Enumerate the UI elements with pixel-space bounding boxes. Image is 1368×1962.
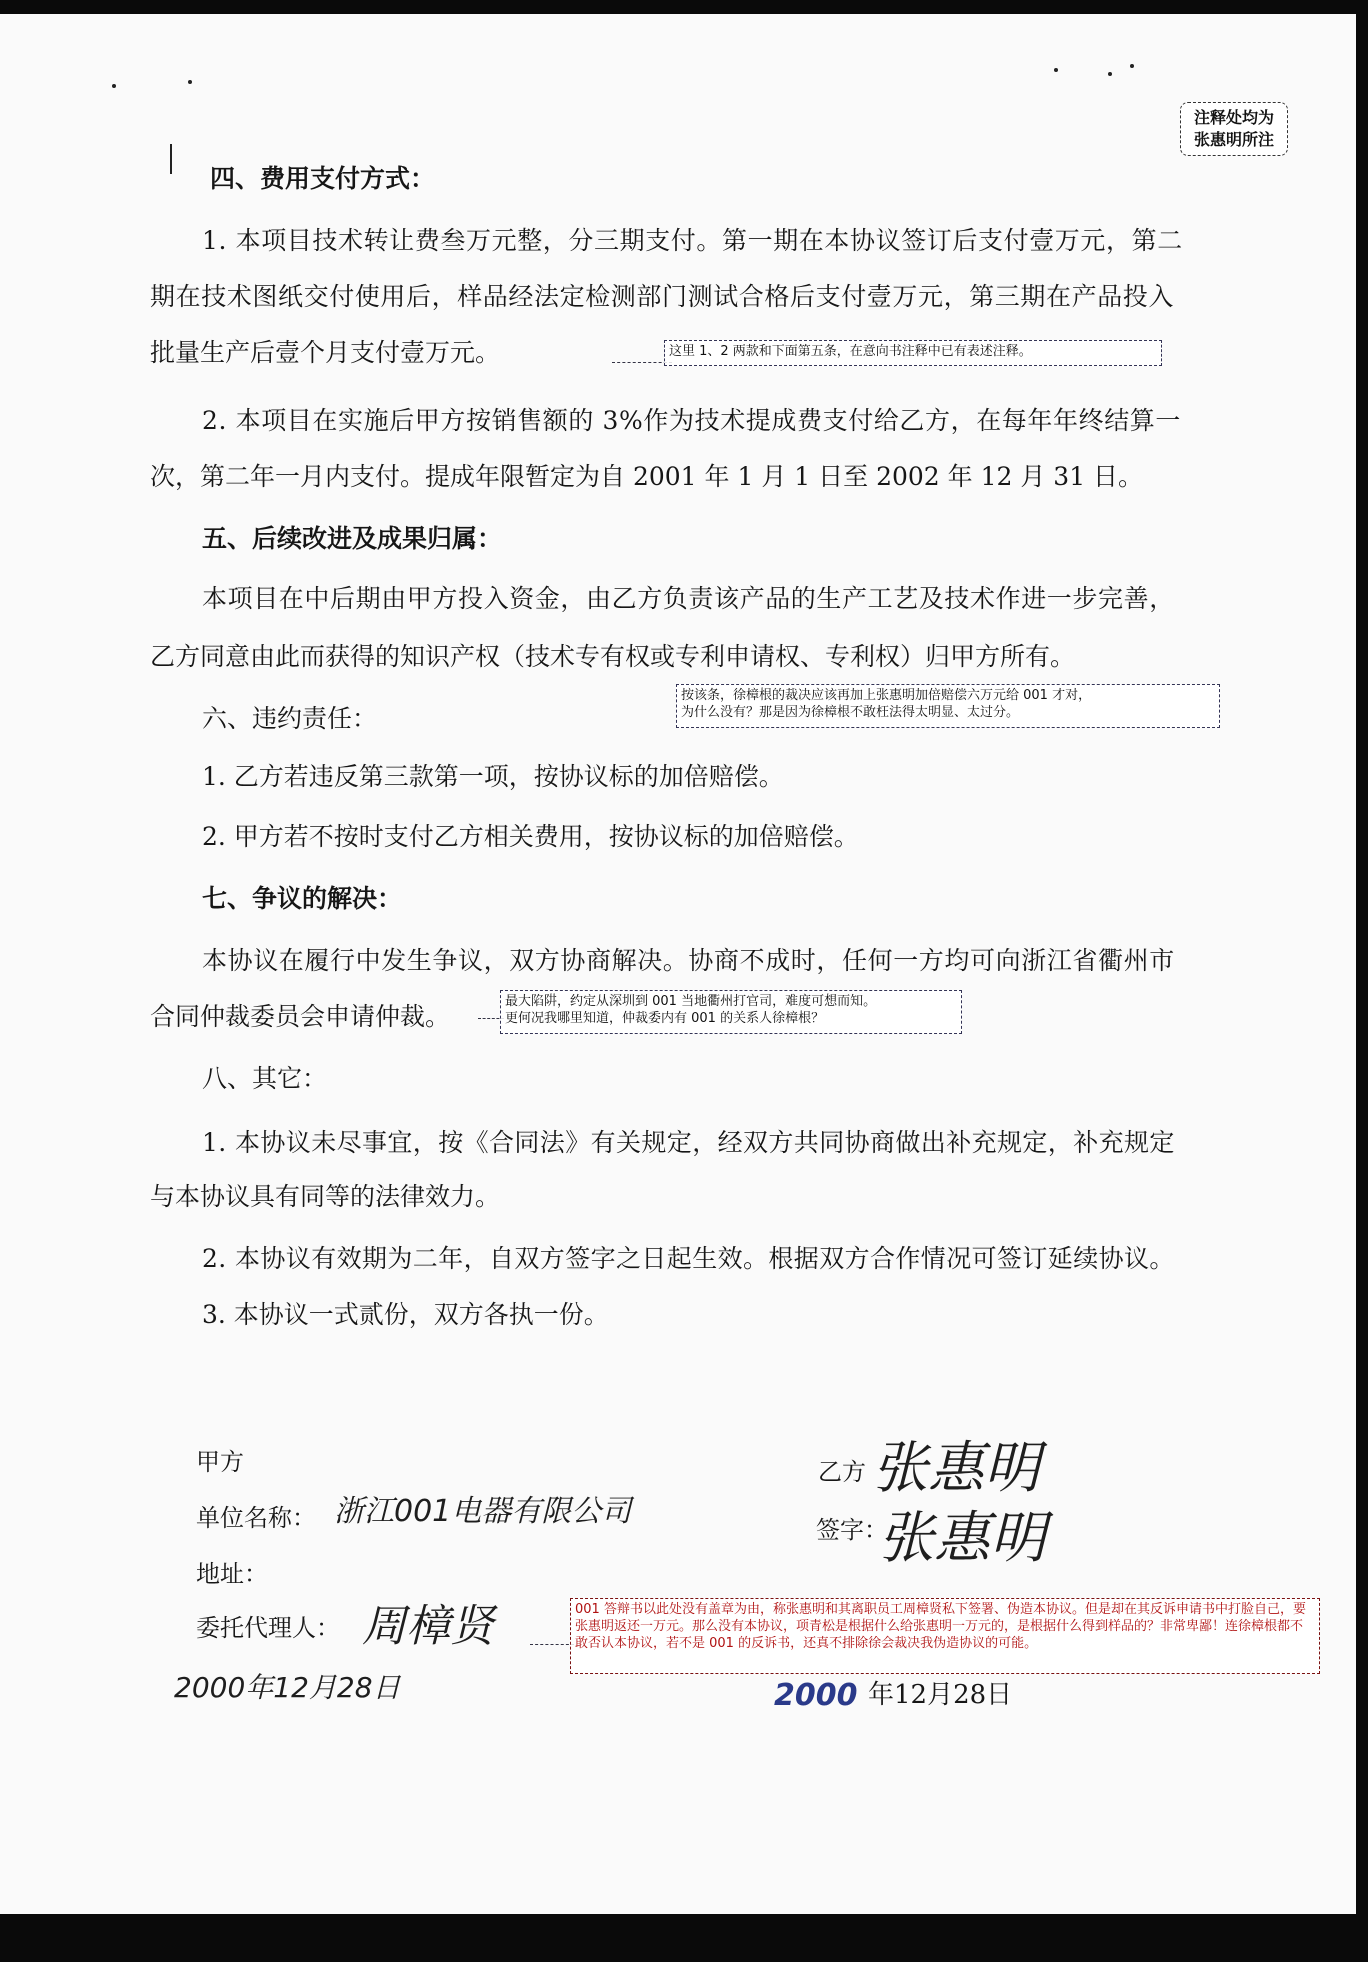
party-b-signature: 张惠明 <box>872 1436 1040 1501</box>
address-label: 地址： <box>196 1560 268 1588</box>
sign-label: 签字： <box>816 1516 888 1544</box>
annotation-note-header-line: 注释处均为 <box>1193 108 1274 127</box>
scan-speck <box>1108 72 1112 76</box>
unit-name-handwritten: 浙江001电器有限公司 <box>334 1494 632 1529</box>
scan-border-right <box>1356 0 1368 1962</box>
annotation-note: 这里 1、2 两款和下面第五条，在意向书注释中已有表述注释。 <box>664 340 1162 366</box>
annotation-note-line: 更何况我哪里知道，仲裁委内有 001 的关系人徐樟根？ <box>505 1011 825 1026</box>
paragraph-line: 本项目在中后期由甲方投入资金，由乙方负责该产品的生产工艺及技术作进一步完善， <box>202 584 1175 613</box>
annotation-leader <box>530 1644 574 1645</box>
annotation-note <box>500 990 962 1034</box>
section-heading: 七、争议的解决： <box>202 884 403 913</box>
section-heading: 六、违约责任： <box>202 704 378 733</box>
paragraph-line: 3. 本协议一式贰份，双方各执一份。 <box>202 1300 609 1329</box>
paragraph-line: 乙方同意由此而获得的知识产权（技术专有权或专利申请权、专利权）归甲方所有。 <box>150 642 1076 671</box>
annotation-note-line: 最大陷阱，约定从深圳到 001 当地衢州打官司，难度可想而知。 <box>505 994 877 1009</box>
list-item: 2. 甲方若不按时支付乙方相关费用，按协议标的加倍赔偿。 <box>202 822 859 851</box>
scan-border-bottom <box>0 1914 1368 1962</box>
agent-label: 委托代理人： <box>196 1614 340 1642</box>
document-page <box>0 14 1356 1914</box>
paragraph-line: 1. 本协议未尽事宜，按《合同法》有关规定，经双方共同协商做出补充规定，补充规定 <box>202 1128 1175 1157</box>
date-left-handwritten: 2000年12月28日 <box>174 1671 401 1704</box>
section-heading: 五、后续改进及成果归属： <box>202 524 503 553</box>
annotation-note-line: 按该条，徐樟根的裁决应该再加上张惠明加倍赔偿六万元给 001 才对， <box>681 688 1092 703</box>
party-b-label: 乙方 <box>818 1458 866 1486</box>
scan-speck <box>188 80 192 84</box>
annotation-note-red: 001 答辩书以此处没有盖章为由，称张惠明和其离职员工周樟贤私下签署、伪造本协议。但是却在其反诉申请书中打脸自己，要张惠明返还一万元。那么没有本协议，项青松是根据什么给张惠明一万元的，是根据什么得到样品的？非常卑鄙！连徐樟根都不敢否认本协议，若不是 001 的反诉书，还真不排除徐会裁决我伪造协议的可能。 <box>570 1598 1320 1674</box>
paragraph-line: 合同仲裁委员会申请仲裁。 <box>150 1002 451 1031</box>
scan-speck <box>1054 68 1058 72</box>
section-heading: 八、其它： <box>202 1064 328 1093</box>
text-cursor <box>170 144 172 174</box>
paragraph-line: 期在技术图纸交付使用后，样品经法定检测部门测试合格后支付壹万元，第三期在产品投入 <box>150 282 1175 311</box>
annotation-note-header-line: 张惠明所注 <box>1193 130 1274 149</box>
date-right: 年12月28日 <box>868 1680 1013 1710</box>
party-a-label: 甲方 <box>196 1448 244 1476</box>
paragraph-line: 2. 本协议有效期为二年，自双方签字之日起生效。根据双方合作情况可签订延续协议。 <box>202 1244 1175 1273</box>
scan-border-top <box>0 0 1368 14</box>
date-right-year: 2000 <box>774 1678 858 1713</box>
paragraph-line: 次，第二年一月内支付。提成年限暂定为自 2001 年 1 月 1 日至 2002 年 12 月 31 日。 <box>150 462 1144 491</box>
annotation-note-line: 为什么没有？那是因为徐樟根不敢枉法得太明显、太过分。 <box>681 705 1020 720</box>
paragraph-line: 2. 本项目在实施后甲方按销售额的 3%作为技术提成费支付给乙方，在每年年终结算一 <box>202 406 1182 435</box>
paragraph-line: 批量生产后壹个月支付壹万元。 <box>150 338 501 367</box>
annotation-note-header <box>1180 102 1288 156</box>
annotation-note <box>676 684 1220 728</box>
section-heading: 四、费用支付方式： <box>210 164 436 193</box>
paragraph-line: 与本协议具有同等的法律效力。 <box>150 1182 501 1211</box>
unit-name-label: 单位名称： <box>196 1504 316 1532</box>
paragraph-line: 1. 本项目技术转让费叁万元整，分三期支付。第一期在本协议签订后支付壹万元，第二 <box>202 226 1183 255</box>
sign-signature: 张惠明 <box>878 1506 1046 1571</box>
agent-signature: 周樟贤 <box>362 1601 494 1652</box>
annotation-leader <box>612 362 672 363</box>
paragraph-line: 本协议在履行中发生争议，双方协商解决。协商不成时，任何一方均可向浙江省衢州市 <box>202 946 1175 975</box>
scan-speck <box>112 84 116 88</box>
list-item: 1. 乙方若违反第三款第一项，按协议标的加倍赔偿。 <box>202 762 784 791</box>
scan-speck <box>1130 64 1134 68</box>
